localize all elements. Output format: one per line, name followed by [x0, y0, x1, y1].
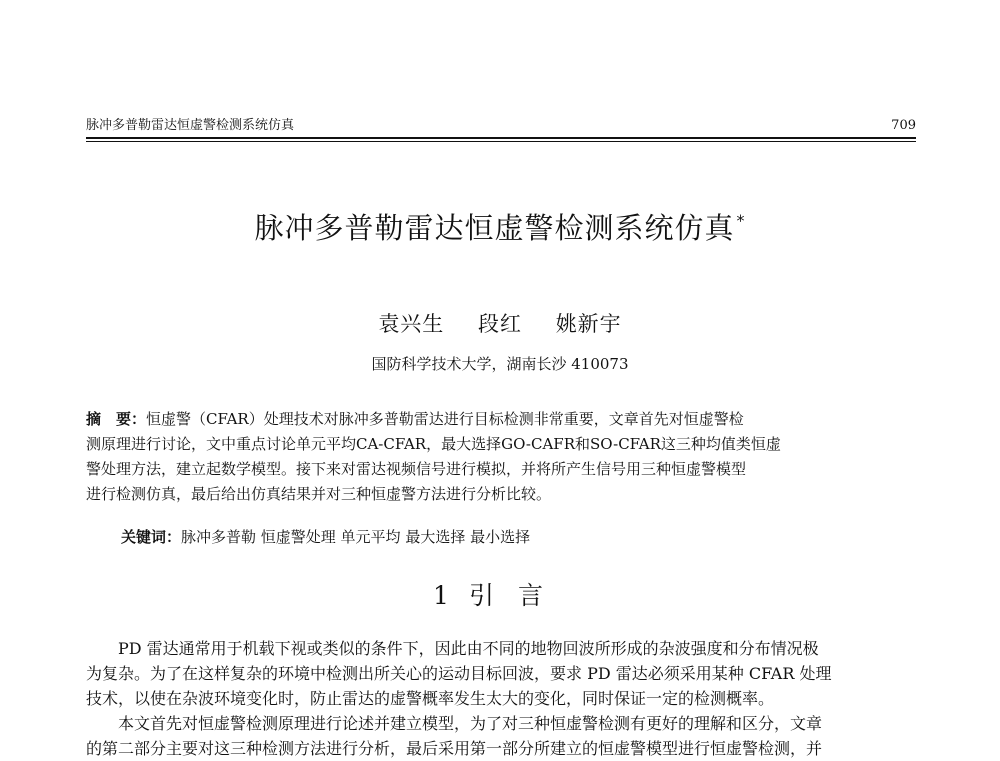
running-header-title: 脉冲多普勒雷达恒虚警检测系统仿真: [86, 118, 295, 133]
abstract-line: 测原理进行讨论，文中重点讨论单元平均CA-CFAR，最大选择GO-CAFR和SO-CFAR这三种均值类恒虚: [86, 435, 781, 453]
author-name: 段红: [478, 312, 522, 336]
abstract-line: 进行检测仿真，最后给出仿真结果并对三种恒虚警方法进行分析比较。: [86, 485, 552, 503]
section-number: 1: [433, 581, 449, 610]
abstract-line: 警处理方法，建立起数学模型。接下来对雷达视频信号进行模拟，并将所产生信号用三种恒虚警模型: [86, 460, 747, 478]
abstract-label: 摘 要：: [86, 410, 147, 428]
abstract-text: 恒虚警（CFAR）处理技术对脉冲多普勒雷达进行目标检测非常重要，文章首先对恒虚警检: [146, 410, 744, 428]
page-number: 709: [891, 118, 916, 133]
author-name: 袁兴生: [378, 312, 445, 336]
section-title: 引言: [468, 581, 567, 610]
body-text: [86, 636, 916, 761]
keywords-label: 关键词：: [121, 528, 182, 546]
section-heading: [0, 578, 1000, 614]
running-header: [86, 118, 916, 134]
abstract-line: [86, 407, 916, 432]
body-line: 为复杂。为了在这样复杂的环境中检测出所关心的运动目标回波，要求 PD 雷达必须采用某种 CFAR 处理: [86, 664, 832, 683]
paper-title-text: 脉冲多普勒雷达恒虚警检测系统仿真: [254, 211, 735, 245]
header-rule: [86, 137, 916, 142]
body-line: 技术，以使在杂波环境变化时，防止雷达的虚警概率发生太大的变化，同时保证一定的检测概率。: [86, 689, 775, 708]
author-name: 姚新宇: [555, 312, 622, 336]
paper-title: [0, 201, 1000, 248]
keywords: [121, 525, 911, 550]
body-line: 的第二部分主要对这三种检测方法进行分析，最后采用第一部分所建立的恒虚警模型进行恒虚警检测，并: [86, 739, 823, 758]
author-list: [0, 309, 1000, 339]
body-line: PD 雷达通常用于机载下视或类似的条件下，因此由不同的地物回波所形成的杂波强度和分布情况极: [118, 639, 819, 658]
affiliation: 国防科学技术大学，湖南长沙 410073: [371, 355, 629, 373]
body-line: 本文首先对恒虚警检测原理进行论述并建立模型，为了对三种恒虚警检测有更好的理解和区分，文章: [118, 714, 823, 733]
title-footnote-mark: *: [736, 211, 746, 230]
keywords-text: 脉冲多普勒 恒虚警处理 单元平均 最大选择 最小选择: [181, 528, 531, 546]
abstract: [86, 407, 916, 507]
